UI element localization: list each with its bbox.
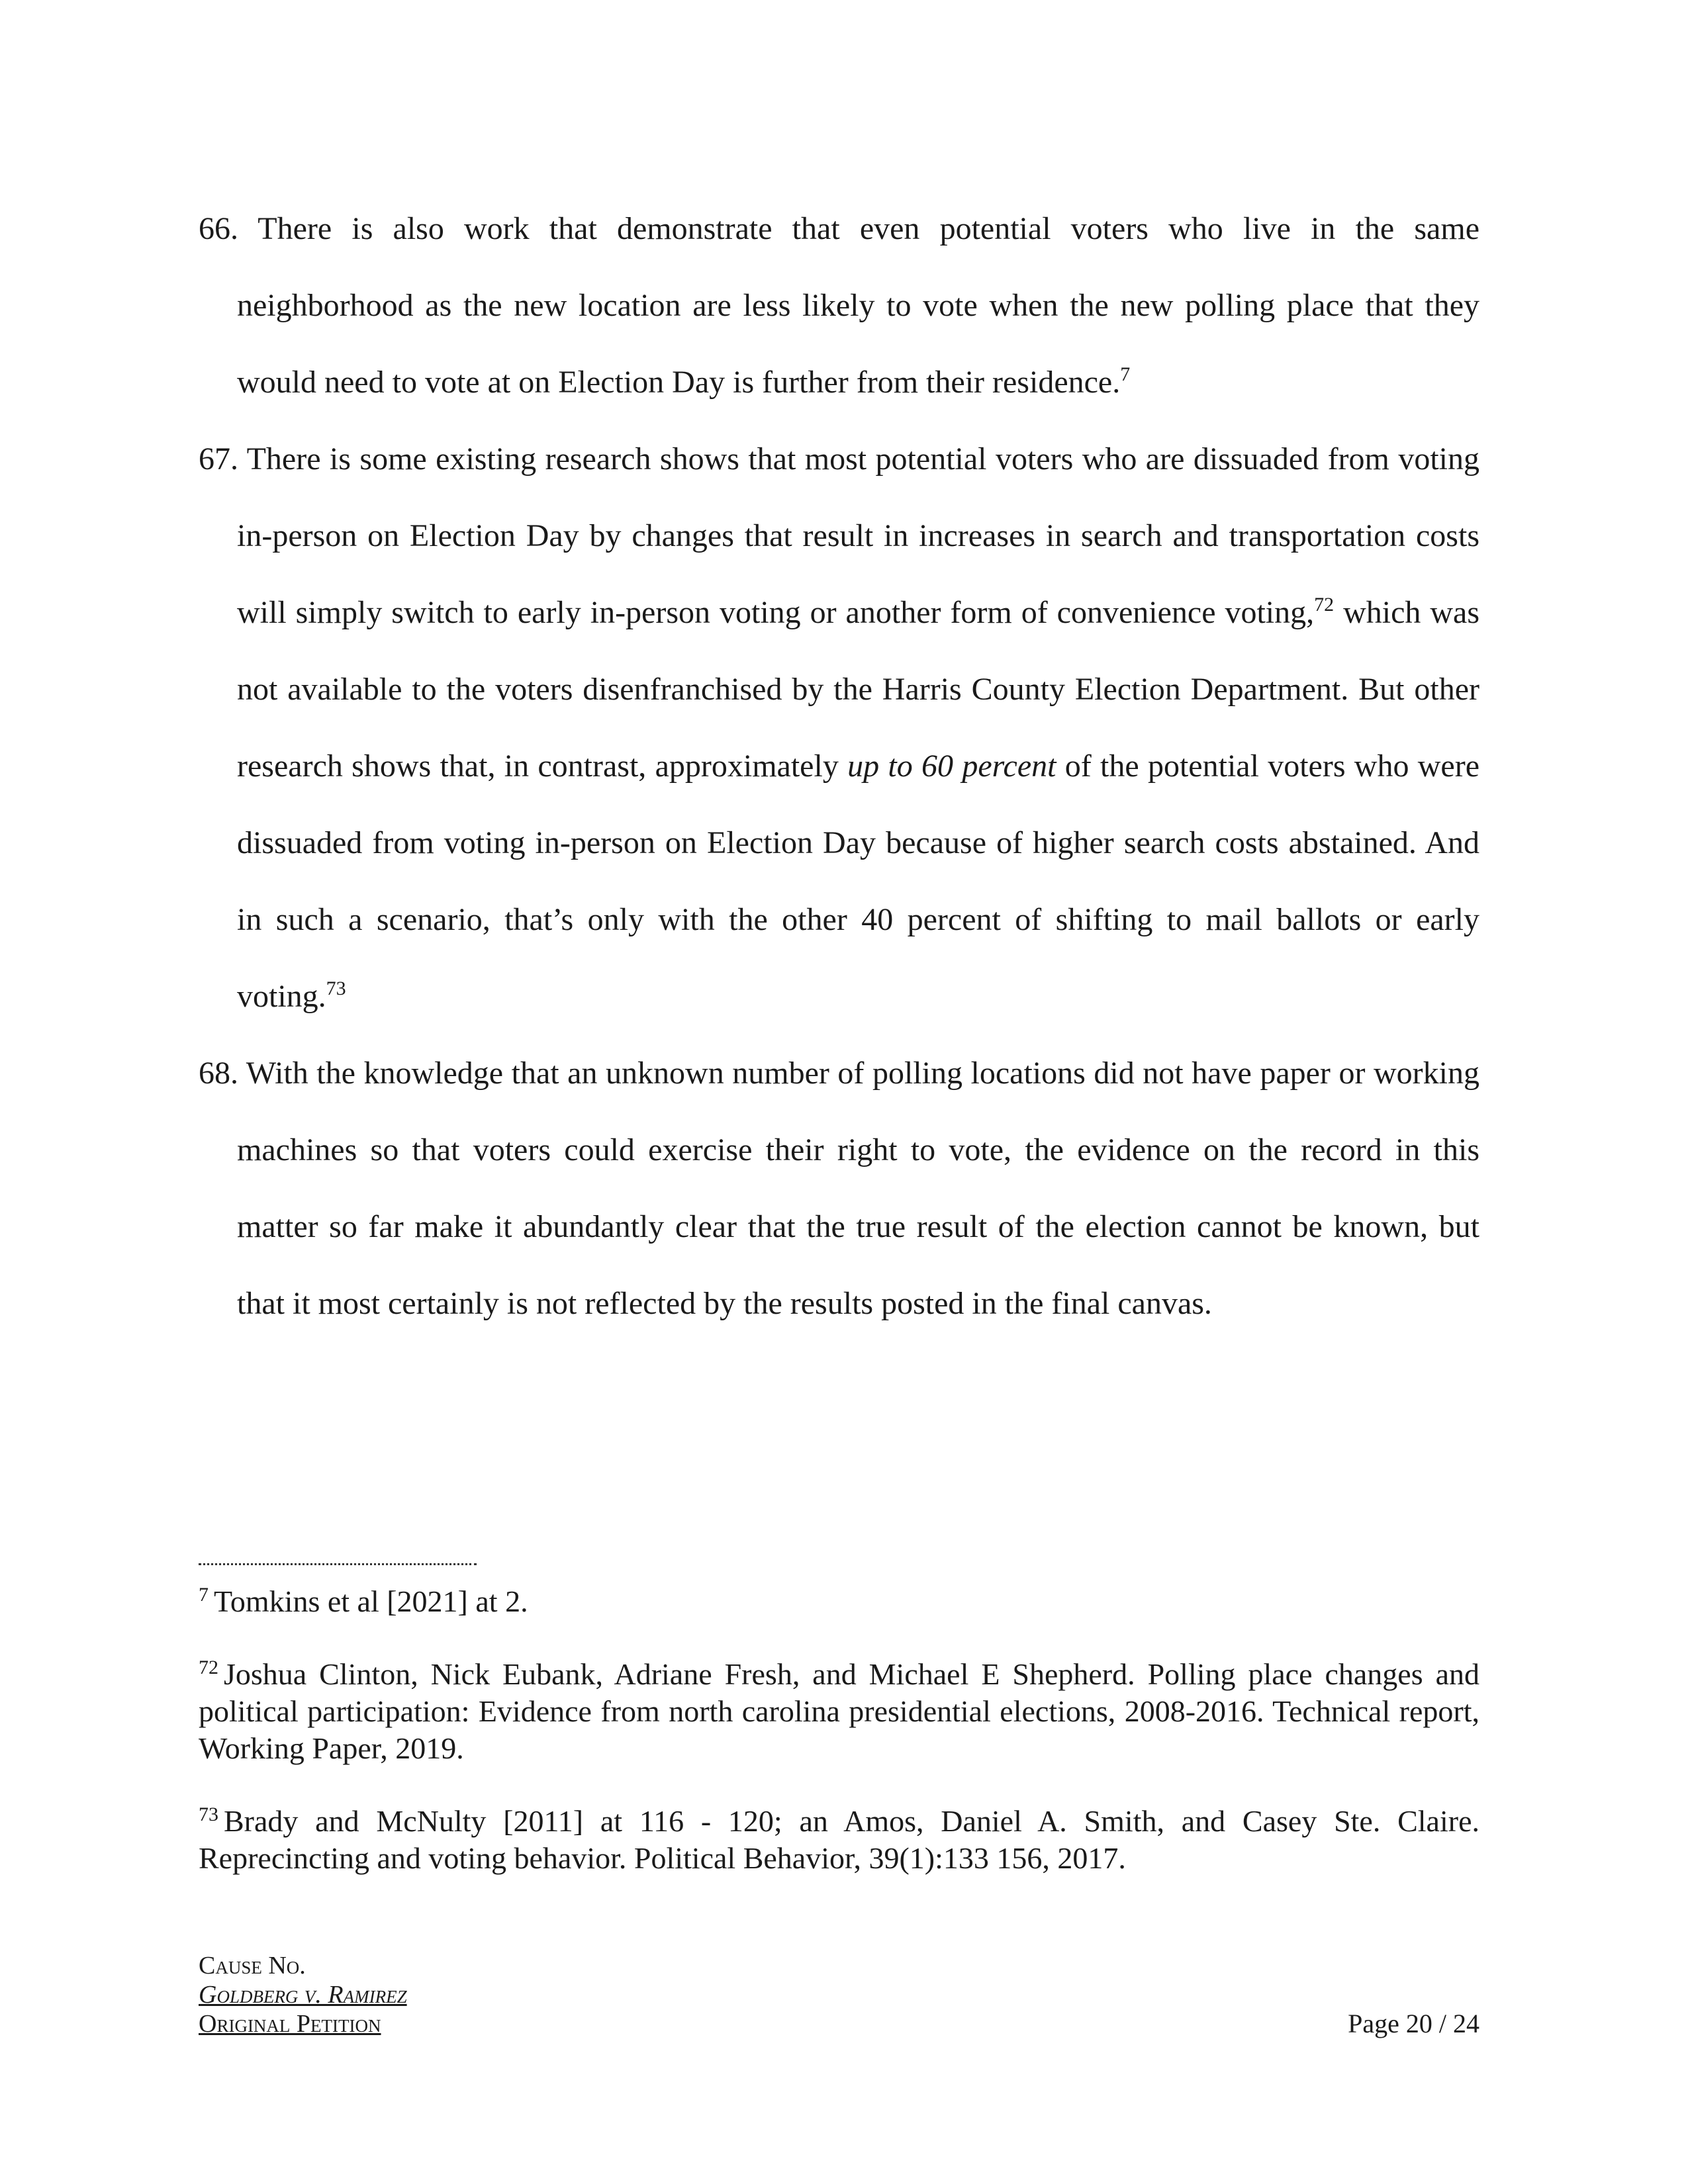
paragraph-67 bbox=[199, 421, 1479, 1035]
cause-number: Cause No. bbox=[199, 1952, 306, 1979]
footnote-73 bbox=[199, 1803, 1479, 1877]
footnote-ref-7[interactable]: 7 bbox=[1120, 363, 1131, 385]
paragraph-number: 67. bbox=[199, 441, 238, 477]
footnote-mark: 73 bbox=[199, 1803, 218, 1825]
paragraph-66 bbox=[199, 191, 1479, 421]
paragraph-text: There is some existing research shows that most potential voters who are dissuaded from voting in-person on Election Day by changes that result in increases in search and transportation costs will simply switch to early in-person voting or another form of convenience voting, bbox=[237, 441, 1479, 630]
page-number: Page 20 / 24 bbox=[1348, 2009, 1479, 2038]
emphasis-text: up to 60 percent bbox=[847, 749, 1056, 784]
page-footer bbox=[199, 1951, 1479, 2038]
case-name: Goldberg v. Ramirez bbox=[199, 1981, 407, 2009]
paragraph-text: of the potential voters who were dissuaded from voting in-person on Election Day because of higher search costs abstained. And in such a scenario, that’s only with the other 40 percent of shifting to mail ballots or early voting. bbox=[237, 749, 1480, 1014]
footnote-mark: 72 bbox=[199, 1657, 218, 1678]
paragraph-number: 68. bbox=[199, 1056, 238, 1091]
paragraph-68 bbox=[199, 1035, 1479, 1342]
paragraph-text: There is also work that demonstrate that even potential voters who live in the same neighborhood as the new location are less likely to vote when the new polling place that they would need to vote at on Election Day is further from their residence. bbox=[237, 211, 1480, 400]
footnote-text: Brady and McNulty [2011] at 116 - 120; an Amos, Daniel A. Smith, and Casey Ste. Claire. Reprecincting and voting behavior. Political Behavior, 39(1):133 156, 2017. bbox=[199, 1804, 1479, 1875]
footnote-ref-73[interactable]: 73 bbox=[326, 978, 346, 999]
body-text bbox=[199, 191, 1479, 1342]
paragraph-number: 66. bbox=[199, 211, 238, 246]
footnote-text: Joshua Clinton, Nick Eubank, Adriane Fresh, and Michael E Shepherd. Polling place changes and political participation: Evidence from north carolina presidential elections, 2008-2016. Technical report, Working Paper, 2019. bbox=[199, 1657, 1479, 1765]
paragraph-text: With the knowledge that an unknown number of polling locations did not have paper or working machines so that voters could exercise their right to vote, the evidence on the record in this matter so far make it abundantly clear that the true result of the election cannot be known, but that it most certainly is not reflected by the results posted in the final canvas. bbox=[237, 1056, 1479, 1321]
footnote-ref-72[interactable]: 72 bbox=[1314, 594, 1335, 615]
footnotes bbox=[199, 1583, 1479, 1913]
paragraph-text: which was not available to the voters disenfranchised by the Harris County Election Department. But other research shows that, in contrast, approximately bbox=[237, 595, 1480, 784]
footnote-separator bbox=[199, 1563, 477, 1565]
footnote-7 bbox=[199, 1583, 1479, 1620]
footnote-mark: 7 bbox=[199, 1584, 209, 1606]
footnote-72 bbox=[199, 1656, 1479, 1767]
document-title: Original Petition bbox=[199, 2010, 381, 2038]
footnote-text: Tomkins et al [2021] at 2. bbox=[214, 1584, 528, 1618]
